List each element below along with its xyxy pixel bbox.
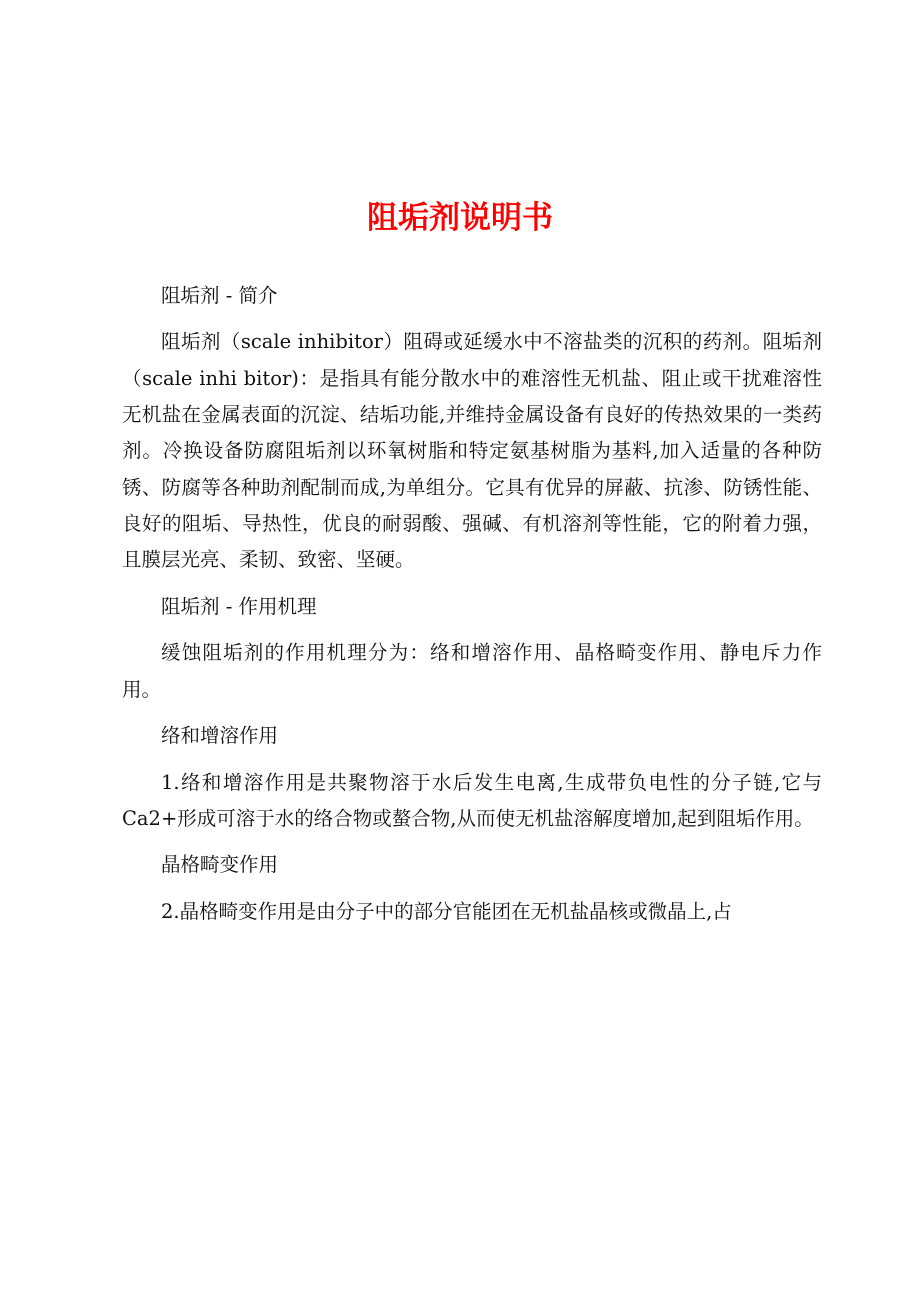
document-title: 阻垢剂说明书 [367,200,553,236]
complexation-paragraph: 1.络和增溶作用是共聚物溶于水后发生电离,生成带负电性的分子链,它与Ca2+形成可溶于水的络合物或螯合物,从而使无机盐溶解度增加,起到阻垢作用。 [122,770,822,830]
lattice-distortion-paragraph: 2.晶格畸变作用是由分子中的部分官能团在无机盐晶核或微晶上,占 [161,899,732,923]
section-heading-mechanism: 阻垢剂 - 作用机理 [161,594,317,618]
subheading-complexation: 络和增溶作用 [161,724,279,748]
subheading-lattice-distortion: 晶格畸变作用 [161,853,279,877]
section-heading-intro: 阻垢剂 - 简介 [161,284,278,307]
mechanism-paragraph: 缓蚀阻垢剂的作用机理分为：络和增溶作用、晶格畸变作用、静电斥力作用。 [122,641,822,701]
document-body [122,278,822,930]
intro-paragraph: 阻垢剂（scale inhibitor）阻碍或延缓水中不溶盐类的沉积的药剂。阻垢剂（scale inhi bitor)：是指具有能分散水中的难溶性无机盐、阻止或干扰难溶性无机盐在金属表面的沉淀、结垢功能,并维持金属设备有良好的传热效果的一类药剂。冷换设备防腐阻垢剂以环氧树脂和特定氨基树脂为基料,加入适量的各种防锈、防腐等各种助剂配制而成,为单组分。它具有优异的屏蔽、抗渗、防锈性能、良好的阻垢、导热性，优良的耐弱酸、强碱、有机溶剂等性能，它的附着力强，且膜层光亮、柔韧、致密、坚硬。 [122,330,822,572]
